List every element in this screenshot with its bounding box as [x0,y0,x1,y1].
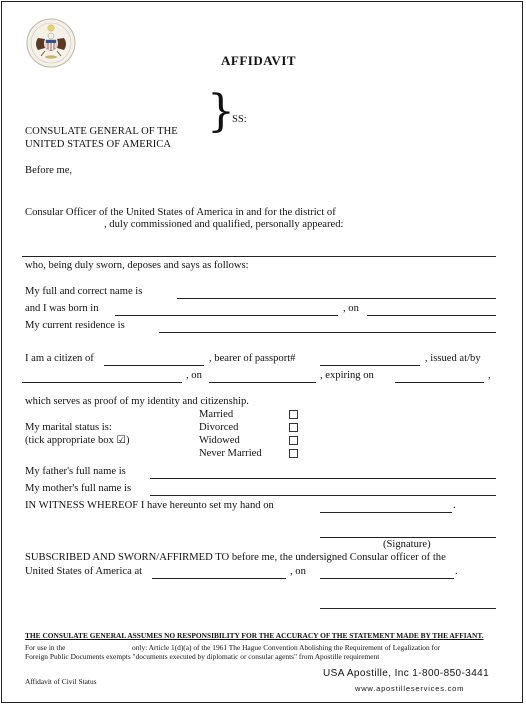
period-1: . [453,500,456,511]
issued-at-label: , issued at/by [425,353,481,364]
marital-option-widowed: Widowed [199,435,240,446]
mother-name-field[interactable] [150,495,496,496]
marital-status-label: My marital status is: [25,422,112,433]
birthplace-field[interactable] [115,315,338,316]
citizenship-field[interactable] [104,365,204,366]
appeared-name-line[interactable] [22,256,496,257]
signature-label: (Signature) [383,539,431,550]
disclaimer: THE CONSULATE GENERAL ASSUMES NO RESPONSIBILITY FOR THE ACCURACY OF THE STATEMENT MADE BY THE AFFIANT. [25,631,484,640]
born-in-label: and I was born in [25,303,99,314]
on-label-2: , on [186,370,202,381]
mother-label: My mother's full name is [25,483,132,494]
full-name-label: My full and correct name is [25,286,143,297]
witness-text: IN WITNESS WHEREOF I have hereunto set my hand on [25,500,274,511]
tick-box-hint: (tick appropriate box ☑) [25,435,130,446]
residence-label: My current residence is [25,320,125,331]
proof-text: which serves as proof of my identity and citizenship. [25,396,249,407]
us-great-seal-icon [26,18,76,68]
on-label-3: , on [290,566,306,577]
subscribed-line1: SUBSCRIBED AND SWORN/AFFIRMED TO before me, the undersigned Consular officer of the [25,552,446,563]
brand-phone: USA Apostille, Inc 1-800-850-3441 [323,668,490,679]
on-label-1: , on [343,303,359,314]
subscribed-line2: United States of America at [25,566,143,577]
full-name-field[interactable] [177,298,496,299]
use-note-start: For use in the [25,643,66,652]
never-married-checkbox[interactable] [289,449,298,458]
ss-label: SS: [232,114,247,125]
use-note-line2: Foreign Public Documents exempts "documents executed by diplomatic or consular agents" from Apostille requirement [25,652,380,661]
expiring-on-label: , expiring on [320,370,374,381]
consular-signature-line[interactable] [320,608,496,609]
sworn-place-field[interactable] [152,578,286,579]
divorced-checkbox[interactable] [289,423,298,432]
married-checkbox[interactable] [289,410,298,419]
consulate-line2: UNITED STATES OF AMERICA [25,139,171,150]
issue-date-field[interactable] [209,382,316,383]
widowed-checkbox[interactable] [289,436,298,445]
citizen-of-label: I am a citizen of [25,353,94,364]
bearer-label: , bearer of passport# [209,353,296,364]
affidavit-page [1,1,523,703]
marital-option-divorced: Divorced [199,422,239,433]
before-me: Before me, [25,165,73,176]
consular-line1: Consular Officer of the United States of America in and for the district of [25,207,336,218]
comma: , [488,370,491,381]
brace: } [207,86,235,137]
marital-option-married: Married [199,409,234,420]
father-label: My father's full name is [25,466,126,477]
expiry-date-field[interactable] [395,382,484,383]
sworn-date-field[interactable] [320,578,454,579]
residence-field[interactable] [159,332,496,333]
consular-line2: , duly commissioned and qualified, personally appeared: [104,219,344,230]
brand-website[interactable]: www.apostilleservices.com [355,684,465,693]
form-name: Affidavit of Civil Status [25,677,97,686]
use-note-line1: only: Article 1(d)(a) of the 1961 The Hague Convention Abolishing the Requirement of Legalization for [132,643,441,652]
sworn-text: who, being duly sworn, deposes and says as follows: [25,260,249,271]
passport-number-field[interactable] [320,365,420,366]
marital-option-never-married: Never Married [199,448,262,459]
period-2: . [455,566,458,577]
issued-by-field[interactable] [22,382,182,383]
consulate-line1: CONSULATE GENERAL OF THE [25,126,178,137]
birthdate-field[interactable] [367,315,496,316]
father-name-field[interactable] [150,478,496,479]
witness-date-field[interactable] [320,512,452,513]
signature-line[interactable] [320,537,496,538]
page-title: AFFIDAVIT [221,53,297,68]
